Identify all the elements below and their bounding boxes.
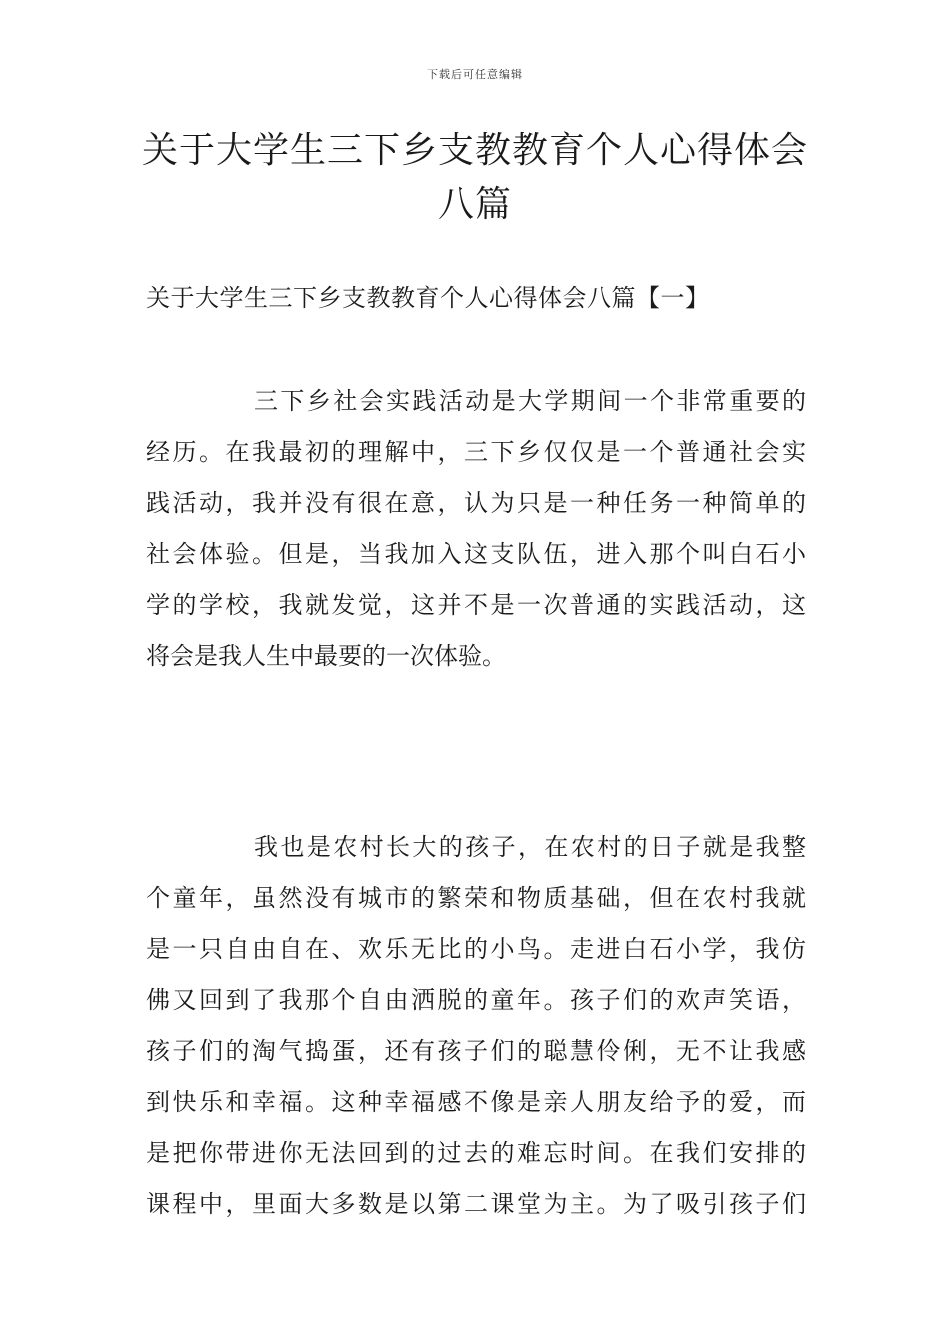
section-heading: 关于大学生三下乡支教教育个人心得体会八篇【一】: [146, 284, 710, 312]
document-title-line-2: 八篇: [437, 184, 512, 225]
paragraph-line: 孩子们的淘气捣蛋，还有孩子们的聪慧伶俐，无不让我感: [146, 1037, 806, 1065]
paragraph-line: 到快乐和幸福。这种幸福感不像是亲人朋友给予的爱，而: [146, 1088, 806, 1116]
paragraph-line: 学的学校，我就发觉，这并不是一次普通的实践活动，这: [146, 591, 806, 619]
paragraph-2: [146, 822, 806, 1230]
paragraph-line: 经历。在我最初的理解中，三下乡仅仅是一个普通社会实: [146, 438, 806, 466]
paragraph-line: 个童年，虽然没有城市的繁荣和物质基础，但在农村我就: [146, 884, 806, 912]
paragraph-line: 佛又回到了我那个自由洒脱的童年。孩子们的欢声笑语，: [146, 986, 806, 1014]
paragraph-line: 课程中，里面大多数是以第二课堂为主。为了吸引孩子们: [146, 1190, 806, 1218]
paragraph-line: 三下乡社会实践活动是大学期间一个非常重要的: [254, 387, 806, 415]
document-title-line-1: 关于大学生三下乡支教教育个人心得体会: [141, 130, 808, 171]
paragraph-line: 我也是农村长大的孩子，在农村的日子就是我整: [254, 833, 806, 861]
paragraph-line: 社会体验。但是，当我加入这支队伍，进入那个叫白石小: [146, 540, 806, 568]
paragraph-line: 践活动，我并没有很在意，认为只是一种任务一种简单的: [146, 489, 806, 517]
header-note: 下载后可任意编辑: [427, 68, 523, 81]
paragraph-line: 将会是我人生中最要的一次体验。: [146, 642, 506, 670]
paragraph-line: 是一只自由自在、欢乐无比的小鸟。走进白石小学，我仿: [146, 935, 806, 963]
paragraph-1: [146, 376, 806, 682]
document-title: [100, 124, 850, 232]
paragraph-line: 是把你带进你无法回到的过去的难忘时间。在我们安排的: [146, 1139, 806, 1167]
